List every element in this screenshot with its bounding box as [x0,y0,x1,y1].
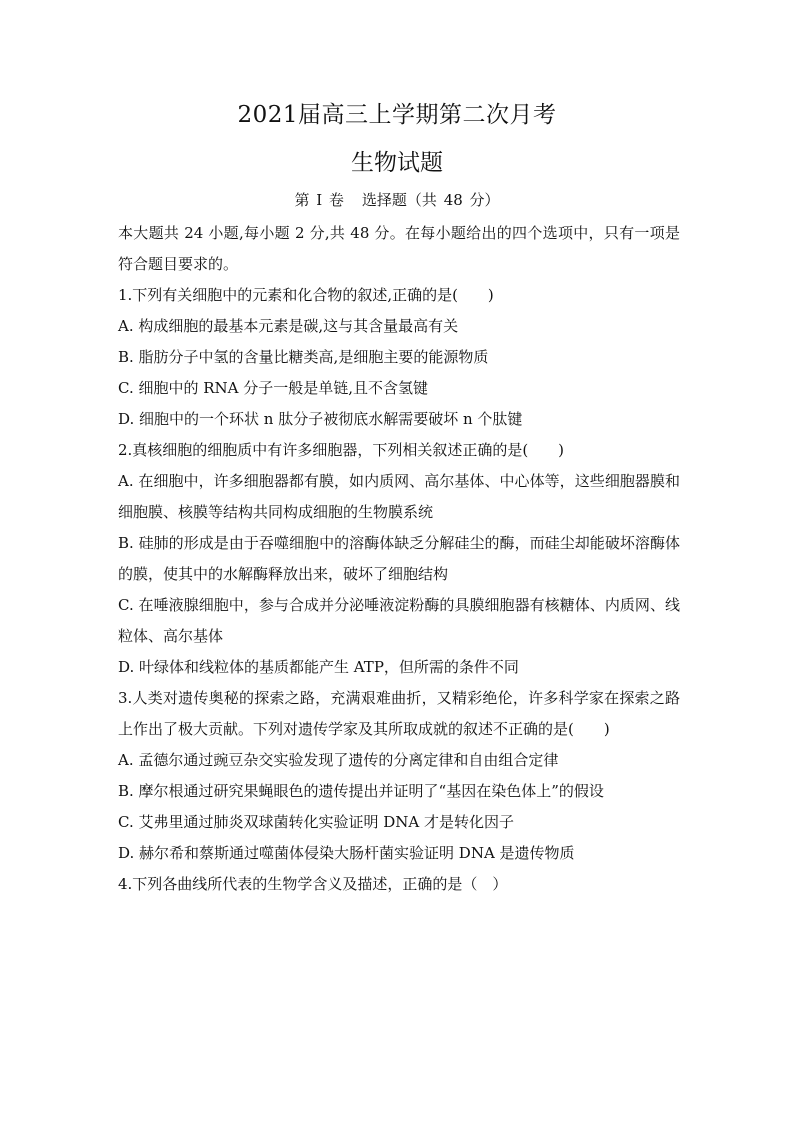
question-2-option-d: D. 叶绿体和线粒体的基质都能产生 ATP，但所需的条件不同 [118,658,519,676]
question-2-option-c: C. 在唾液腺细胞中，参与合成并分泌唾液淀粉酶的具膜细胞器有核糖体、内质网、线粒体、高尔基体 [118,596,680,645]
exam-title: 2021届高三上学期第二次月考 [237,102,557,128]
question-3-stem: 3.人类对遗传奥秘的探索之路，充满艰难曲折，又精彩绝伦，许多科学家在探索之路上作出了极大贡献。下列对遗传学家及其所取成就的叙述不正确的是( ) [118,689,680,738]
question-3-option-c: C. 艾弗里通过肺炎双球菌转化实验证明 DNA 才是转化因子 [118,813,515,831]
question-1-option-c: C. 细胞中的 RNA 分子一般是单链,且不含氢键 [118,379,429,397]
exam-subject: 生物试题 [351,150,443,176]
question-3-option-a: A. 孟德尔通过豌豆杂交实验发现了遗传的分离定律和自由组合定律 [118,751,559,769]
question-1-option-b: B. 脂肪分子中氢的含量比糖类高,是细胞主要的能源物质 [118,348,489,366]
question-2-option-a: A. 在细胞中，许多细胞器都有膜，如内质网、高尔基体、中心体等，这些细胞器膜和细胞膜、核膜等结构共同构成细胞的生物膜系统 [118,472,680,521]
question-2-option-b: B. 硅肺的形成是由于吞噬细胞中的溶酶体缺乏分解硅尘的酶，而硅尘却能破坏溶酶体的膜，使其中的水解酶释放出来，破坏了细胞结构 [118,534,680,583]
question-1-option-d: D. 细胞中的一个环状 n 肽分子被彻底水解需要破坏 n 个肽键 [118,410,523,428]
question-1-stem: 1.下列有关细胞中的元素和化合物的叙述,正确的是( ) [118,286,494,304]
section-heading [0,189,794,210]
exam-body [118,218,680,900]
section-label: 第 I 卷 [294,191,344,209]
question-4-stem: 4.下列各曲线所代表的生物学含义及描述，正确的是（ ） [118,875,508,893]
question-2-stem: 2.真核细胞的细胞质中有许多细胞器，下列相关叙述正确的是( ) [118,441,565,459]
question-3-option-b: B. 摩尔根通过研究果蝇眼色的遗传提出并证明了“基因在染色体上”的假设 [118,782,604,800]
question-3-option-d: D. 赫尔希和蔡斯通过噬菌体侵染大肠杆菌实验证明 DNA 是遗传物质 [118,844,575,862]
instructions-text: 本大题共 24 小题,每小题 2 分,共 48 分。在每小题给出的四个选项中，只有一项是符合题目要求的。 [118,224,680,273]
section-description: 选择题（共 48 分） [361,191,500,209]
question-1-option-a: A. 构成细胞的最基本元素是碳,这与其含量最高有关 [118,317,459,335]
